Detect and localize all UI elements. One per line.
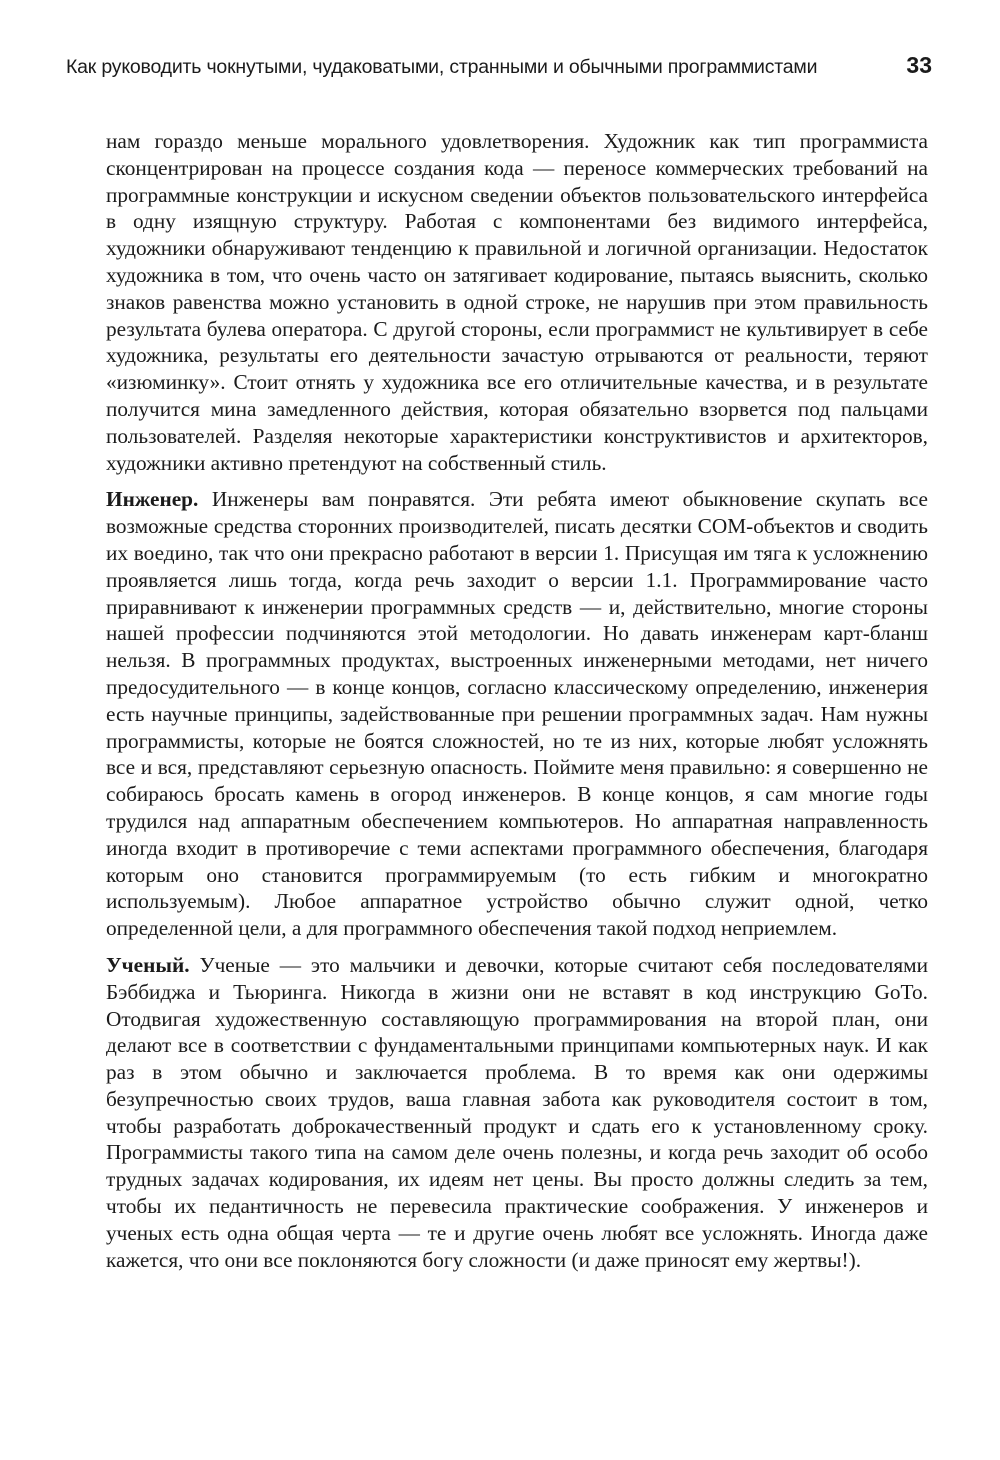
- paragraph-lead-scientist: Ученый.: [106, 952, 190, 977]
- paragraph-text: Инженеры вам понравятся. Эти ребята имеют обыкновение скупать все возможные средства сторонних производителей, писать десятки COM-объектов и сводить их воедино, так что они прекрасно работают в версии 1. Присущая им тяга к усложнению проявляется лишь тогда, когда речь заходит о версии 1.1. Программирование часто приравнивают к инженерии программных средств — и, действительно, многие стороны нашей профессии подчиняются этой методологии. Но давать инженерам карт-бланш нельзя. В программных продуктах, выстроенных инженерными методами, нет ничего предосудительного — в конце концов, согласно классическому определению, инженерия есть научные принципы, задействованные при решении программных задач. Нам нужны программисты, которые не боятся сложностей, но те из них, которые любят усложнять все и вся, представляют серьезную опасность. Поймите меня правильно: я совершенно не собираюсь бросать камень в огород инженеров. В конце концов, я сам многие годы трудился над аппаратным обеспечением компьютеров. Но аппаратная направленность иногда входит в противоречие с теми аспектами программного обеспечения, благодаря которым оно становится программируемым (то есть гибким и многократно используемым). Любое аппаратное устройство обычно служит одной, четко определенной цели, а для программного обеспечения такой подход неприемлем.: [106, 487, 928, 941]
- running-head: [66, 52, 932, 86]
- paragraph-text: нам гораздо меньше морального удовлетворения. Художник как тип программиста сконцентрирован на процессе создания кода — переносе коммерческих требований на программные конструкции и искусном сведении объектов пользовательского интерфейса в одну изящную структуру. Работая с компонентами без видимого интерфейса, художники обнаруживают тенденцию к правильной и логичной организации. Недостаток художника в том, что очень часто он затягивает кодирование, пытаясь выяснить, сколько знаков равенства можно установить в одной строке, не нарушив при этом правильность результата булева оператора. С другой стороны, если программист не культивирует в себе художника, результаты его деятельности зачастую отрываются от реальности, теряют «изюминку». Стоит отнять у художника все его отличительные качества, и в результате получится мина замедленного действия, которая обязательно взорвется под пальцами пользователей. Разделяя некоторые характеристики конструктивистов и архитекторов, художники активно претендуют на собственный стиль.: [106, 129, 928, 475]
- paragraph-lead-engineer: Инженер.: [106, 487, 199, 512]
- body-text: [106, 128, 928, 1273]
- page-number: 33: [906, 52, 932, 78]
- paragraph-text: Ученые — это мальчики и девочки, которые считают себя последователями Бэббиджа и Тьюринга. Никогда в жизни они не вставят в код инструкцию GoTo. Отодвигая художественную составляющую программирования на второй план, они делают все в соответствии с фундаментальными принципами компьютерных наук. И как раз в этом обычно и заключается проблема. В то время как они одержимы безупречностью своих трудов, ваша главная забота как руководителя состоит в том, чтобы разработать доброкачественный продукт и сдать его к установленному сроку. Программисты такого типа на самом деле очень полезны, и когда речь заходит об особо трудных задачах кодирования, их идеям нет цены. Вы просто должны следить за тем, чтобы их педантичность не перевесила практические соображения. У инженеров и ученых есть одна общая черта — те и другие очень любят все усложнять. Иногда даже кажется, что они все поклоняются богу сложности (и даже приносят ему жертвы!).: [106, 952, 929, 1272]
- paragraph-artist-continued: [106, 128, 928, 476]
- paragraph-engineer: [106, 486, 928, 942]
- running-title: Как руководить чокнутыми, чудаковатыми, странными и обычными программистами: [66, 56, 818, 78]
- paragraph-scientist: [106, 952, 928, 1274]
